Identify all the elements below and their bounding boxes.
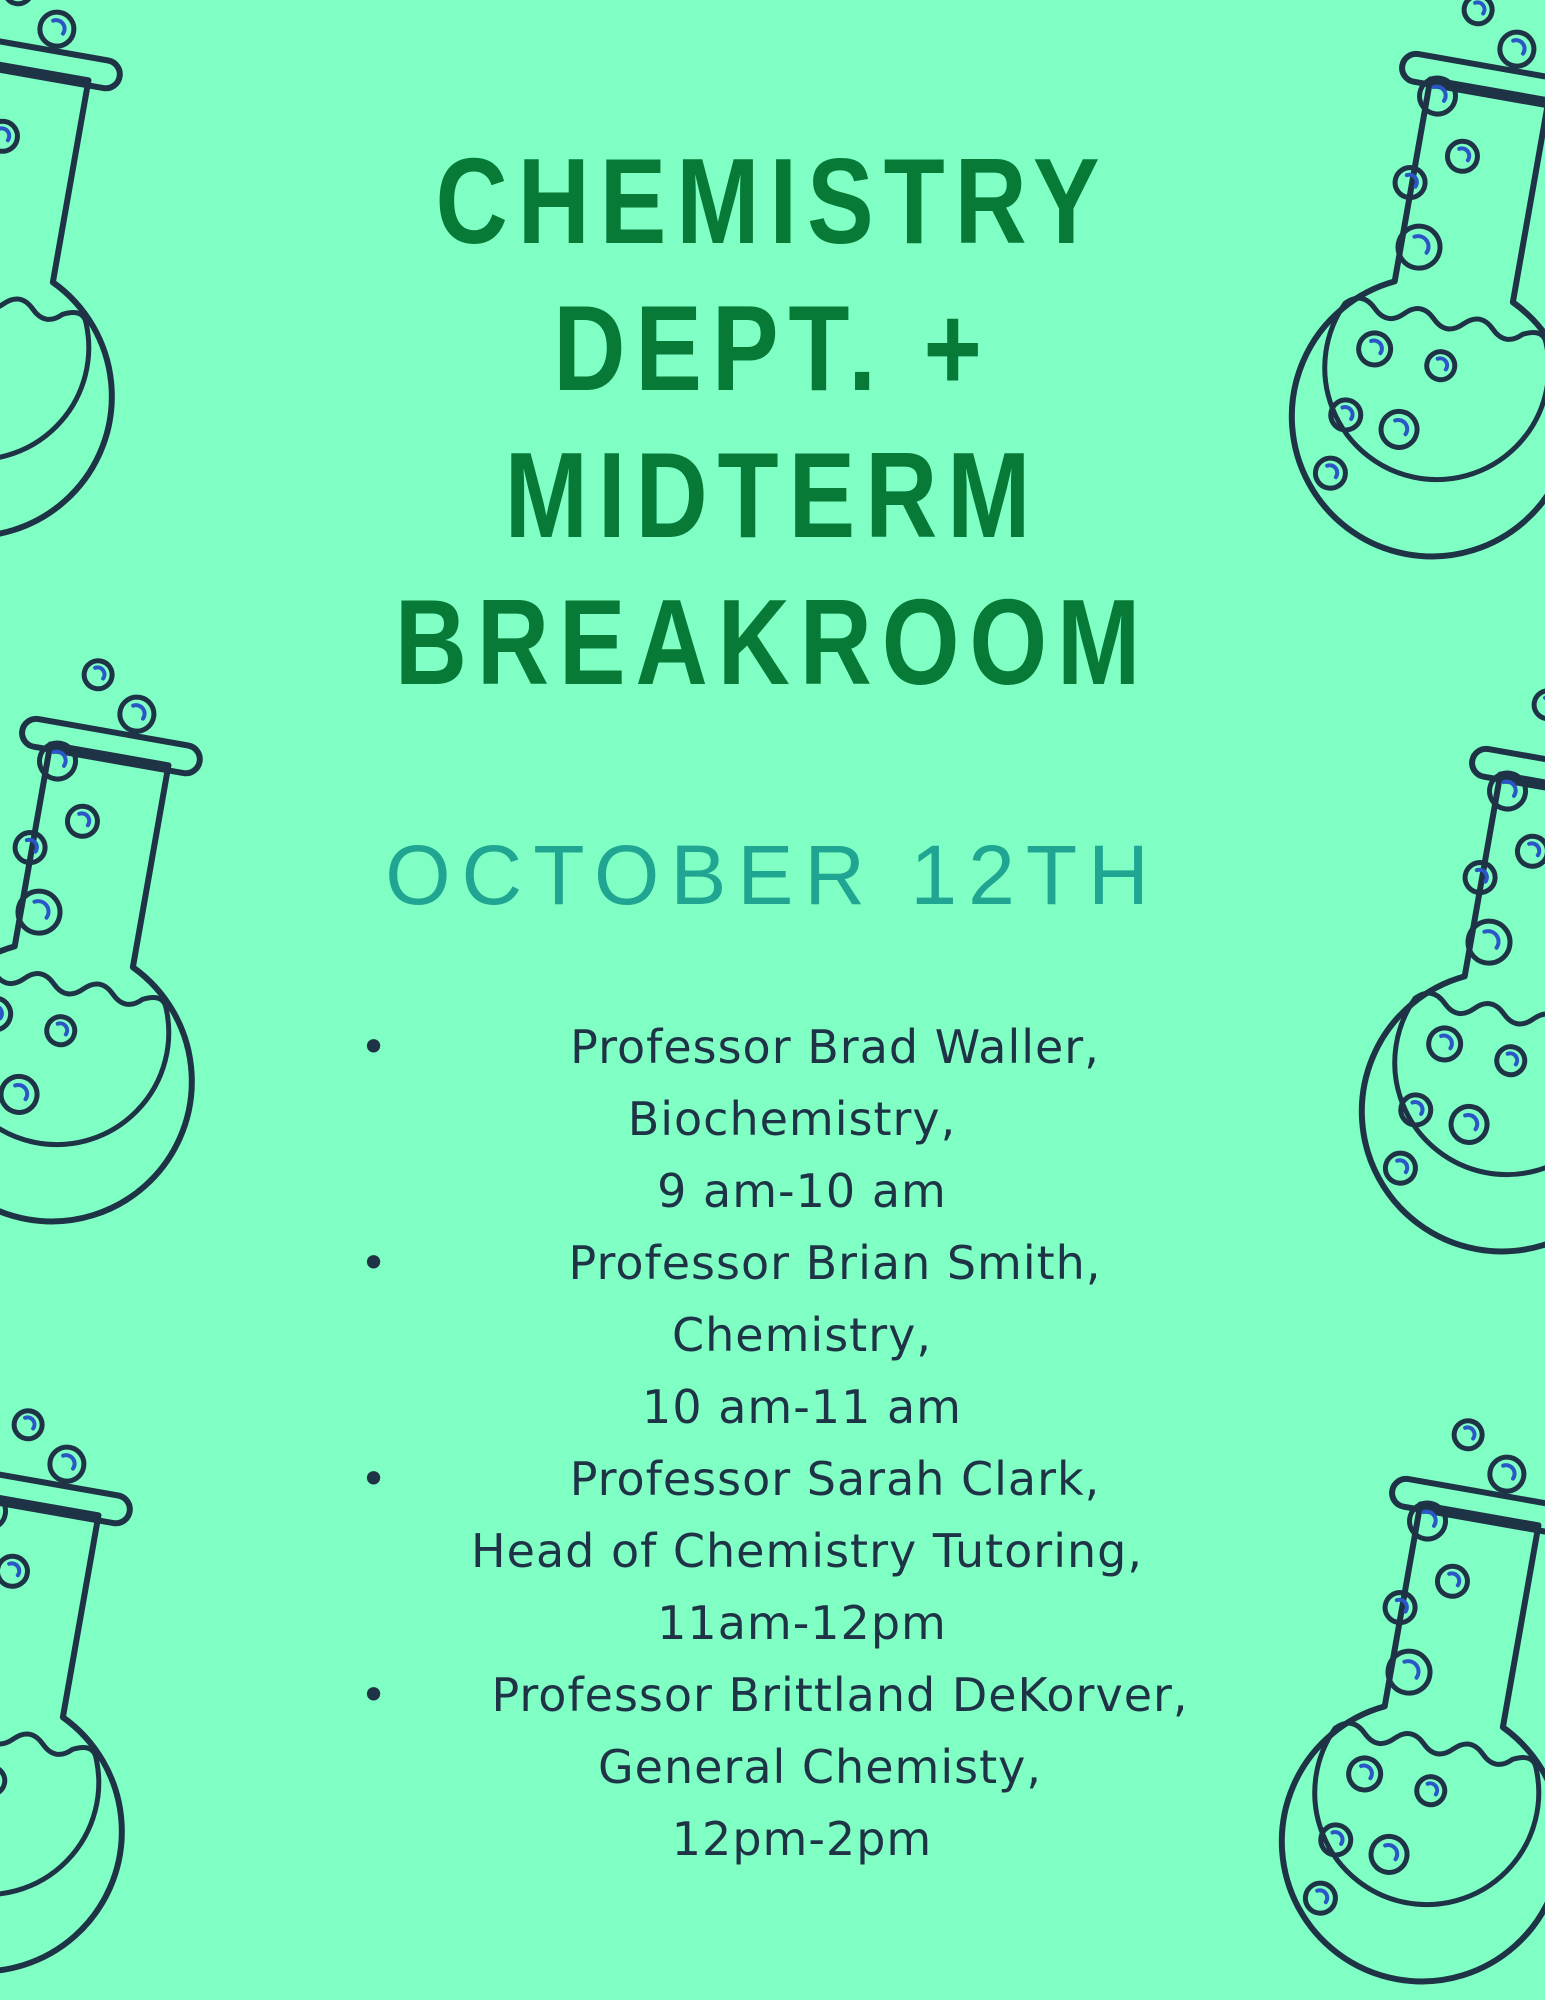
bubble-icon: [45, 1014, 77, 1046]
bubble-highlight: [1482, 930, 1500, 948]
bubble-highlight: [0, 128, 10, 141]
flask-outline: [0, 1481, 177, 1994]
bubble-highlight: [94, 667, 106, 679]
flask-drawing: [0, 639, 293, 1321]
bubble-icon: [12, 1409, 44, 1441]
poster-title: [385, 128, 1160, 716]
bubble-icon: [1368, 1834, 1410, 1876]
flask-drawing: [1257, 1399, 1545, 2000]
bubble-highlight: [1359, 1765, 1373, 1778]
bubble-highlight: [1436, 358, 1448, 370]
bubble-highlight: [1411, 1102, 1424, 1115]
bubble-icon: [1452, 1419, 1484, 1451]
office-hours-time: 10 am-11 am: [642, 1380, 962, 1434]
schedule-list: [340, 1011, 1240, 1875]
professor-name: Professor Brittland DeKorver,: [491, 1668, 1189, 1722]
flask-icon: [1337, 669, 1545, 1351]
bubble-highlight: [131, 705, 146, 719]
bubble-icon: [1435, 1564, 1470, 1599]
bubble-icon: [117, 694, 156, 733]
bubble-highlight: [1474, 2, 1486, 14]
bubble-icon: [0, 1554, 30, 1589]
bubble-icon: [1313, 456, 1348, 491]
professor-subject: Chemistry,: [672, 1308, 932, 1362]
flask-icon: [1257, 1399, 1545, 2000]
bubble-highlight: [1402, 1660, 1420, 1678]
title-line: DEPT. +: [553, 280, 992, 416]
flask-outline: [0, 731, 247, 1244]
professor-name: Professor Brian Smith,: [568, 1236, 1102, 1290]
bubble-icon: [1378, 409, 1420, 451]
bubble-icon: [0, 1764, 7, 1796]
bubble-icon: [1448, 1104, 1490, 1146]
office-hours-time: 9 am-10 am: [657, 1164, 947, 1218]
schedule-item: [340, 1659, 1240, 1875]
bubble-highlight: [1464, 1427, 1476, 1439]
flask-rim: [0, 1467, 132, 1526]
flask-icon: [0, 0, 213, 636]
bubble-icon: [1497, 29, 1536, 68]
bubble-icon: [1356, 330, 1393, 367]
bubble-highlight: [1395, 1160, 1408, 1173]
bubble-highlight: [1383, 1844, 1399, 1859]
flask-drawing: [1337, 669, 1545, 1351]
bubble-highlight: [1511, 40, 1526, 54]
bubble-highlight: [13, 1084, 29, 1099]
bullet-icon: •: [360, 1452, 389, 1506]
title-line: MIDTERM: [504, 427, 1041, 563]
bubble-highlight: [1426, 1783, 1438, 1795]
bullet-icon: •: [360, 1236, 389, 1290]
flask-rim: [0, 32, 122, 91]
bubble-icon: [1487, 1454, 1526, 1493]
bubble-icon: [1415, 1774, 1447, 1806]
bubble-highlight: [7, 1563, 20, 1576]
bubble-highlight: [61, 1455, 76, 1469]
flask-icon: [1267, 0, 1545, 656]
bubble-highlight: [1463, 1114, 1479, 1129]
bubble-icon: [1303, 1881, 1338, 1916]
bubble-highlight: [1325, 465, 1338, 478]
office-hours-time: 12pm-2pm: [671, 1812, 933, 1866]
bullet-icon: •: [360, 1668, 389, 1722]
office-hours-time: 11am-12pm: [657, 1596, 947, 1650]
bubble-icon: [1445, 139, 1480, 174]
professor-subject: Head of Chemistry Tutoring,: [471, 1524, 1143, 1578]
bubble-highlight: [1502, 781, 1518, 796]
bubble-highlight: [51, 20, 66, 34]
bubble-icon: [1495, 1044, 1527, 1076]
bubble-icon: [65, 804, 100, 839]
professor-subject: General Chemisty,: [598, 1740, 1042, 1794]
bubble-highlight: [24, 1417, 36, 1429]
bubble-highlight: [1393, 419, 1409, 434]
flask-outline: [1340, 761, 1545, 1274]
professor-name: Professor Brad Waller,: [570, 1020, 1100, 1074]
flask-outline: [1270, 66, 1545, 579]
flask-icon: [0, 1389, 223, 2000]
professor-name: Professor Sarah Clark,: [569, 1452, 1101, 1506]
schedule-item: [340, 1011, 1240, 1227]
bubble-highlight: [1341, 407, 1354, 420]
event-date: OCTOBER 12TH: [385, 828, 1160, 922]
bubble-highlight: [1439, 1035, 1453, 1048]
flask-drawing: [0, 0, 213, 636]
bubble-highlight: [1501, 1465, 1516, 1479]
bubble-highlight: [1315, 1890, 1328, 1903]
flask-liquid-line: [0, 274, 97, 477]
flask-drawing: [1267, 0, 1545, 656]
bullet-icon: •: [360, 1020, 389, 1074]
flask-outline: [1260, 1491, 1545, 2000]
bubble-highlight: [1422, 1511, 1438, 1526]
bubble-highlight: [1447, 1573, 1460, 1586]
bubble-highlight: [0, 1005, 3, 1018]
bubble-icon: [47, 1444, 86, 1483]
bubble-icon: [0, 1074, 40, 1116]
bubble-highlight: [1527, 843, 1540, 856]
bubble-highlight: [1412, 235, 1430, 253]
schedule-item: [340, 1227, 1240, 1443]
bubble-highlight: [52, 751, 68, 766]
bubble-highlight: [1457, 148, 1470, 161]
bubble-icon: [1425, 349, 1457, 381]
bubble-highlight: [56, 1023, 68, 1035]
bubble-highlight: [1432, 86, 1448, 101]
flask-icon: [0, 639, 293, 1321]
bubble-icon: [1346, 1755, 1383, 1792]
bubble-highlight: [1369, 340, 1383, 353]
bubble-highlight: [32, 900, 50, 918]
bubble-icon: [1426, 1025, 1463, 1062]
bubble-icon: [2, 0, 34, 6]
flask-liquid-line: [0, 959, 177, 1162]
bubble-highlight: [1506, 1053, 1518, 1065]
schedule-item: [340, 1443, 1240, 1659]
flask-drawing: [0, 1389, 223, 2000]
bubble-highlight: [1331, 1832, 1344, 1845]
bubble-highlight: [77, 813, 90, 826]
title-line: CHEMISTRY: [435, 133, 1110, 269]
title-line: BREAKROOM: [394, 574, 1151, 710]
bubble-icon: [37, 9, 76, 48]
bubble-icon: [1532, 689, 1545, 721]
professor-subject: Biochemistry,: [627, 1092, 957, 1146]
bubble-icon: [1383, 1151, 1418, 1186]
bubble-icon: [82, 659, 114, 691]
